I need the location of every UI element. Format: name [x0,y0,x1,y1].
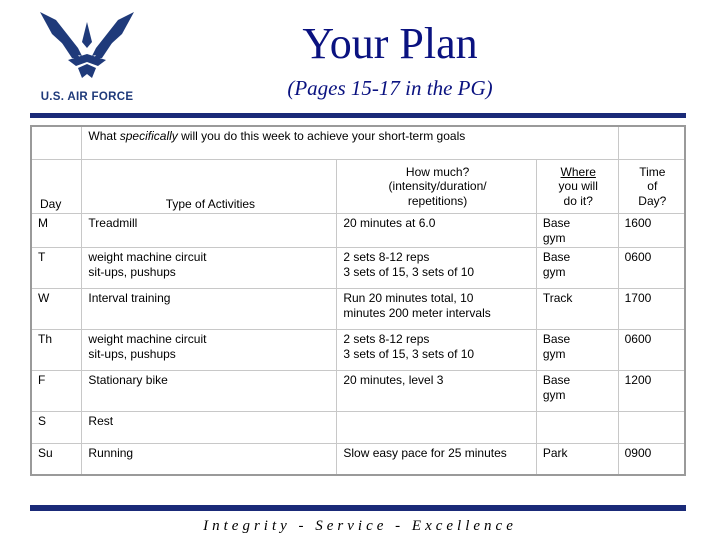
table-row [31,289,685,330]
header-how-much-line: repetitions) [407,193,468,208]
amount-cell-line: 20 minutes, level 3 [343,373,444,387]
where-cell [536,214,618,248]
amount-cell [337,444,536,476]
amount-cell-line: 2 sets 8-12 reps [343,250,430,264]
activity-cell [82,444,337,476]
where-cell-line: Park [542,446,568,460]
table-row [31,371,685,412]
time-cell: 0900 [618,444,685,476]
footer-motto: Integrity - Service - Excellence [203,518,517,534]
header-day: Day [31,160,82,214]
top-divider [30,113,686,118]
day-cell: F [31,371,82,412]
header-how-much-line: (intensity/duration/ [388,179,487,194]
header-where-underlined: Where [560,164,596,179]
amount-cell-line: 20 minutes at 6.0 [343,216,436,230]
activity-cell-line: Stationary bike [88,373,168,387]
activity-cell-line: Rest [88,414,114,428]
goal-question [82,126,618,160]
day-cell: Th [31,330,82,371]
activity-cell-line: Interval training [88,291,171,305]
amount-cell-line: 2 sets 8-12 reps [343,332,430,346]
logo-wordmark: U.S. AIR FORCE [40,91,134,103]
table-row [31,214,685,248]
where-cell [536,412,618,444]
amount-cell [337,330,536,371]
where-cell-line: Base [542,216,571,230]
header-row [31,160,685,214]
plan-rows [31,214,685,476]
goal-question-emphasis: specifically [119,129,178,143]
where-cell [536,248,618,289]
amount-cell [337,289,536,330]
activity-cell-line: weight machine circuit [88,332,207,346]
activity-cell-line: weight machine circuit [88,250,207,264]
goal-question-prefix: What [88,129,120,143]
header-how-much-line: How much? [405,164,470,179]
amount-cell-line: Slow easy pace for 25 minutes [343,446,507,460]
amount-cell-line: 3 sets of 15, 3 sets of 10 [343,346,475,361]
header-time-line: Day? [638,193,667,208]
goal-blank-cell-right [618,126,685,160]
page-subtitle: (Pages 15-17 in the PG) [287,76,493,100]
header-where [536,160,618,214]
activity-cell [82,330,337,371]
table-row [31,330,685,371]
where-cell-line: gym [542,230,566,245]
activity-cell [82,289,337,330]
header-time-line: Time [639,164,666,179]
table-row [31,248,685,289]
day-cell: M [31,214,82,248]
where-cell [536,330,618,371]
goal-question-row [31,126,685,160]
where-cell-line: Base [542,250,571,264]
time-cell [618,412,685,444]
time-cell: 1200 [618,371,685,412]
where-cell-line: Track [542,291,573,305]
amount-cell-line: Run 20 minutes total, 10 [343,291,474,305]
amount-cell [337,371,536,412]
amount-cell [337,248,536,289]
where-cell [536,289,618,330]
amount-cell-line: minutes 200 meter intervals [343,305,491,320]
header-time [618,160,685,214]
activity-cell [82,412,337,444]
table-row [31,444,685,476]
where-cell-line: Base [542,332,571,346]
amount-cell [337,214,536,248]
table-row [31,412,685,444]
day-cell: W [31,289,82,330]
activity-cell [82,371,337,412]
day-cell: T [31,248,82,289]
air-force-logo [28,8,146,104]
page-title: Your Plan [302,19,478,68]
time-cell: 1600 [618,214,685,248]
activity-cell [82,214,337,248]
bottom-divider [30,505,686,511]
time-cell: 0600 [618,330,685,371]
where-cell-line: Base [542,373,571,387]
where-cell [536,444,618,476]
plan-table [30,125,686,476]
header-where-line: you will [558,179,598,194]
where-cell-line: gym [542,346,566,361]
activity-cell-line: sit-ups, pushups [88,264,176,279]
activity-cell-line: Treadmill [88,216,138,230]
goal-question-suffix: will you do this week to achieve your short-term goals [177,129,466,143]
header-activities: Type of Activities [82,160,337,214]
day-cell: S [31,412,82,444]
header-time-line: of [647,179,658,194]
activity-cell-line: sit-ups, pushups [88,346,176,361]
air-force-wings-icon [38,8,136,88]
activity-cell-line: Running [88,446,134,460]
where-cell-line: gym [542,264,566,279]
time-cell: 0600 [618,248,685,289]
amount-cell-line: 3 sets of 15, 3 sets of 10 [343,264,475,279]
where-cell-line: gym [542,387,566,402]
where-cell [536,371,618,412]
goal-blank-cell [31,126,82,160]
day-cell: Su [31,444,82,476]
header-where-line: do it? [563,193,593,208]
activity-cell [82,248,337,289]
time-cell: 1700 [618,289,685,330]
amount-cell [337,412,536,444]
header-how-much [337,160,536,214]
